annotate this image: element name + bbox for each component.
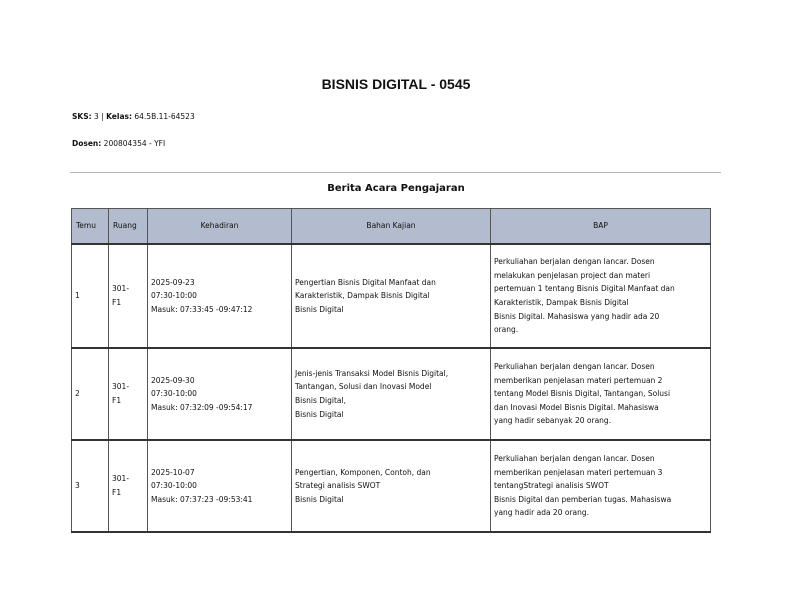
ruang-line: F1 <box>112 396 122 405</box>
header-ruang: Ruang <box>109 209 148 245</box>
bap-line: Perkuliahan berjalan dengan lancar. Dosen <box>494 362 655 372</box>
bap-line: Perkuliahan berjalan dengan lancar. Dosen <box>494 257 655 267</box>
bap-line: orang. <box>494 325 519 335</box>
bap-table <box>71 208 711 533</box>
page-title: BISNIS DIGITAL - 0545 <box>321 76 471 92</box>
ruang-line: F1 <box>112 488 122 497</box>
header-temu: Temu <box>72 209 109 245</box>
course-meta <box>72 112 195 121</box>
cell-bap <box>491 244 711 348</box>
cell-temu: 2 <box>72 348 109 440</box>
bap-line: melakukan penjelasan project dan materi <box>494 270 651 280</box>
dosen-label: Dosen: <box>72 139 102 148</box>
ruang-line: F1 <box>112 298 122 307</box>
cell-kehadiran <box>148 348 292 440</box>
kehadiran-date: 2025-09-30 <box>151 375 195 385</box>
ruang-line: 301- <box>112 284 130 294</box>
kelas-value: 64.5B.11-64523 <box>134 112 195 121</box>
bap-line: memberikan penjelasan materi pertemuan 2 <box>494 375 663 385</box>
bahan-line: Bisnis Digital <box>295 409 344 419</box>
bap-line: pertemuan 1 tentang Bisnis Digital Manfaat dan <box>494 284 675 294</box>
ruang-line: 301- <box>112 474 130 484</box>
header-bap: BAP <box>491 209 711 245</box>
ruang-line: 301- <box>112 382 130 392</box>
bap-line: memberikan penjelasan materi pertemuan 3 <box>494 467 663 477</box>
kehadiran-masuk: Masuk: 07:33:45 -09:47:12 <box>151 304 253 314</box>
cell-bap <box>491 440 711 532</box>
header-kehadiran: Kehadiran <box>148 209 292 245</box>
bap-line: Bisnis Digital dan pemberian tugas. Mahasiswa <box>494 494 672 504</box>
cell-temu: 3 <box>72 440 109 532</box>
bap-line: tentang Model Bisnis Digital, Tantangan, Solusi <box>494 389 671 399</box>
kehadiran-masuk: Masuk: 07:37:23 -09:53:41 <box>151 494 253 504</box>
kehadiran-date: 2025-09-23 <box>151 277 195 287</box>
bap-line: dan Inovasi Model Bisnis Digital. Mahasiswa <box>494 402 659 412</box>
kehadiran-date: 2025-10-07 <box>151 467 195 477</box>
bap-line: yang hadir ada 20 orang. <box>494 508 590 518</box>
kehadiran-time: 07:30-10:00 <box>151 291 197 301</box>
cell-bahan-kajian <box>292 348 491 440</box>
dosen-value: 200804354 - YFI <box>103 139 166 148</box>
cell-ruang <box>109 440 148 532</box>
kehadiran-masuk: Masuk: 07:32:09 -09:54:17 <box>151 402 253 412</box>
cell-temu: 1 <box>72 244 109 348</box>
section-title: Berita Acara Pengajaran <box>327 183 465 194</box>
table-row <box>72 440 711 532</box>
bahan-line: Strategi analisis SWOT <box>295 481 381 491</box>
bahan-line: Jenis-jenis Transaksi Model Bisnis Digital, <box>295 368 449 378</box>
bap-line: Perkuliahan berjalan dengan lancar. Dosen <box>494 454 655 464</box>
cell-kehadiran <box>148 244 292 348</box>
lecturer-meta <box>72 139 165 148</box>
cell-bahan-kajian <box>292 440 491 532</box>
bahan-line: Bisnis Digital <box>295 304 344 314</box>
sks-value: 3 <box>94 112 99 121</box>
bahan-line: Pengertian, Komponen, Contoh, dan <box>295 467 431 477</box>
table-row <box>72 244 711 348</box>
bahan-line: Pengertian Bisnis Digital Manfaat dan <box>295 277 436 287</box>
bap-line: Bisnis Digital. Mahasiswa yang hadir ada 20 <box>494 311 660 321</box>
cell-kehadiran <box>148 440 292 532</box>
bahan-line: Tantangan, Solusi dan Inovasi Model <box>295 382 432 392</box>
bap-line: yang hadir sebanyak 20 orang. <box>494 416 612 426</box>
meta-separator: | <box>101 112 104 121</box>
divider <box>70 172 721 173</box>
cell-ruang <box>109 244 148 348</box>
bap-line: Karakteristik, Dampak Bisnis Digital <box>494 298 629 307</box>
cell-ruang <box>109 348 148 440</box>
kelas-label: Kelas: <box>106 112 132 121</box>
table-header-row <box>72 209 711 245</box>
bahan-line: Bisnis Digital, <box>295 396 346 405</box>
table-row <box>72 348 711 440</box>
bahan-line: Karakteristik, Dampak Bisnis Digital <box>295 291 430 301</box>
sks-label: SKS: <box>72 112 92 121</box>
header-bahan-kajian: Bahan Kajian <box>292 209 491 245</box>
cell-bap <box>491 348 711 440</box>
bahan-line: Bisnis Digital <box>295 494 344 504</box>
kehadiran-time: 07:30-10:00 <box>151 481 197 491</box>
cell-bahan-kajian <box>292 244 491 348</box>
kehadiran-time: 07:30-10:00 <box>151 389 197 399</box>
bap-line: tentangStrategi analisis SWOT <box>494 481 609 491</box>
